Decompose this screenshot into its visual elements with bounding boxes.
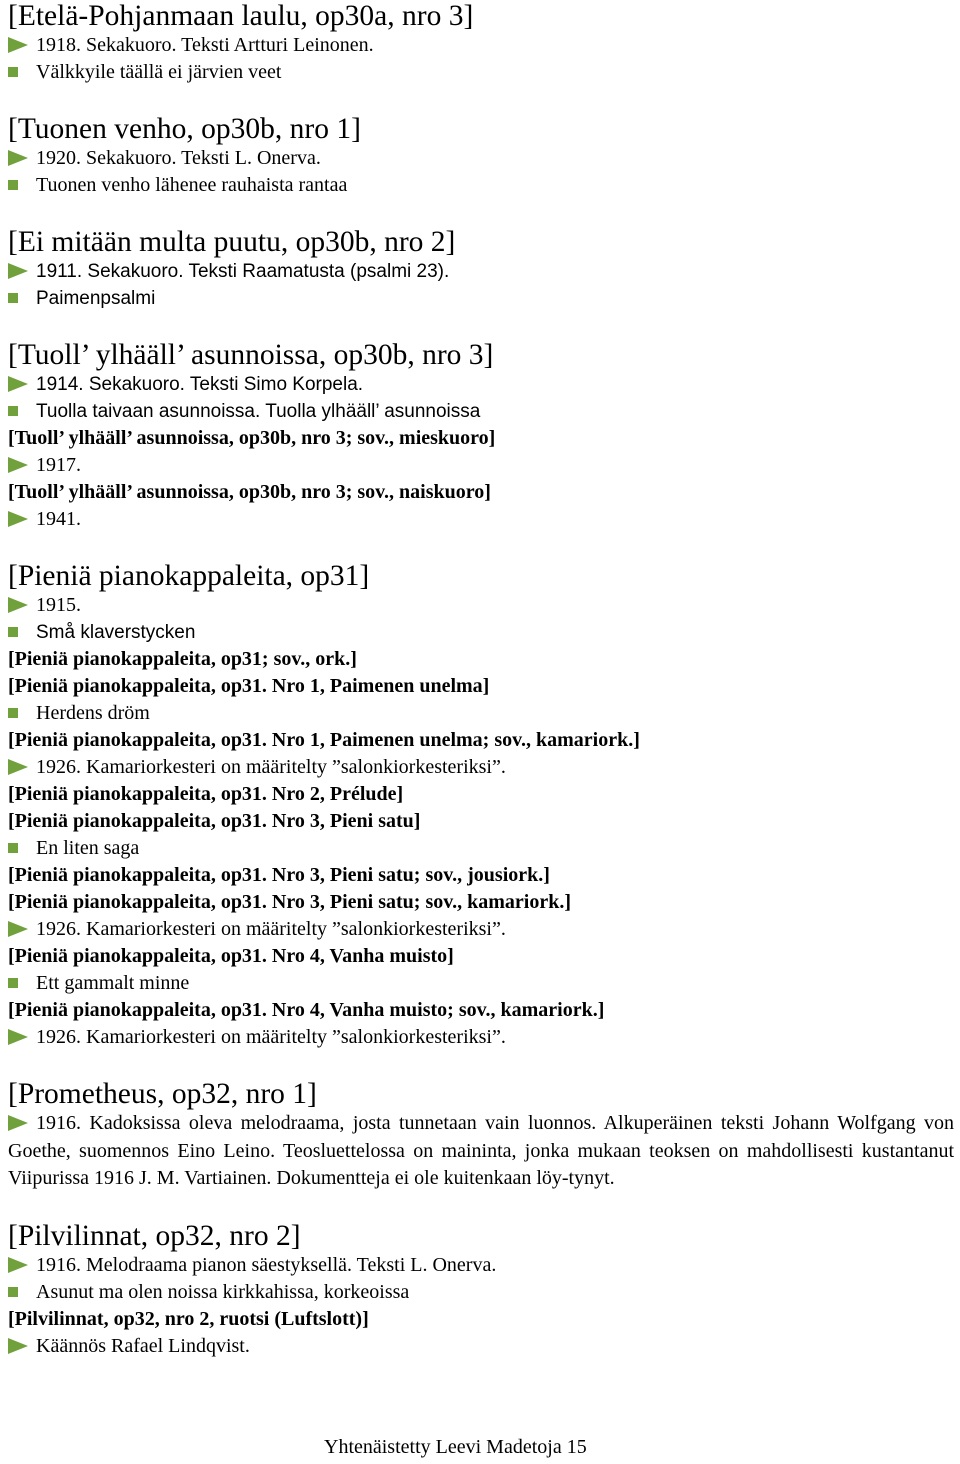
arrangement-heading: [Pieniä pianokappaleita, op31. Nro 3, Pieni satu; sov., jousiork.] <box>8 864 550 886</box>
triangle-right-icon <box>8 1024 36 1051</box>
triangle-right-icon <box>8 1333 36 1360</box>
info-line: 1920. Sekakuoro. Teksti L. Onerva. <box>8 145 954 172</box>
arrangement-heading: [Tuoll’ ylhääll’ asunnoissa, op30b, nro 3; sov., naiskuoro] <box>8 481 491 503</box>
arrangement-heading: [Pieniä pianokappaleita, op31; sov., ork.] <box>8 648 357 670</box>
square-icon <box>8 285 36 312</box>
page-footer: Yhtenäistetty Leevi Madetoja 15 <box>324 1436 587 1458</box>
info-paragraph: 1916. Kadoksissa oleva melodraama, josta tunnetaan vain luonnos. Alkuperäinen teksti Johann Wolfgang von Goethe, suomennos Eino Leino. Teosluettelossa on maininta, jonka mukaan teoksen on mahdollisesti kustantanut Viipurissa 1916 J. M. Vartiainen. Dokumentteja ei ole kuitenkaan löy-tynyt. <box>8 1112 954 1189</box>
info-line: 1917. <box>8 452 954 479</box>
info-line: 1926. Kamariorkesteri on määritelty ”salonkiorkesteriksi”. <box>8 754 954 781</box>
square-icon <box>8 700 36 727</box>
text-line: Asunut ma olen noissa kirkkahissa, korkeoissa <box>8 1279 954 1306</box>
info-line: Käännös Rafael Lindqvist. <box>8 1333 954 1360</box>
info-line: 1926. Kamariorkesteri on määritelty ”salonkiorkesteriksi”. <box>8 1024 954 1051</box>
square-icon <box>8 59 36 86</box>
text-line: En liten saga <box>8 835 954 862</box>
arrangement-heading: [Pieniä pianokappaleita, op31. Nro 1, Paimenen unelma; sov., kamariork.] <box>8 729 640 751</box>
work-heading: [Etelä-Pohjanmaan laulu, op30a, nro 3] <box>8 0 474 32</box>
text-line: Paimenpsalmi <box>8 285 954 312</box>
text-line: Tuonen venho lähenee rauhaista rantaa <box>8 172 954 199</box>
triangle-right-icon <box>8 452 36 479</box>
work-heading: [Prometheus, op32, nro 1] <box>8 1078 317 1110</box>
arrangement-heading: [Pieniä pianokappaleita, op31. Nro 3, Pieni satu; sov., kamariork.] <box>8 891 572 913</box>
info-line: 1915. <box>8 592 954 619</box>
triangle-right-icon <box>8 592 36 619</box>
triangle-right-icon <box>8 32 36 59</box>
movement-heading: [Pieniä pianokappaleita, op31. Nro 2, Prélude] <box>8 783 404 805</box>
triangle-right-icon <box>8 1110 36 1138</box>
triangle-right-icon <box>8 145 36 172</box>
arrangement-heading: [Pieniä pianokappaleita, op31. Nro 4, Vanha muisto; sov., kamariork.] <box>8 999 605 1021</box>
text-line: Ett gammalt minne <box>8 970 954 997</box>
work-heading: [Ei mitään multa puutu, op30b, nro 2] <box>8 226 456 258</box>
work-heading: [Pieniä pianokappaleita, op31] <box>8 560 370 592</box>
info-line: 1926. Kamariorkesteri on määritelty ”salonkiorkesteriksi”. <box>8 916 954 943</box>
work-heading: [Tuoll’ ylhääll’ asunnoissa, op30b, nro 3] <box>8 339 494 371</box>
triangle-right-icon <box>8 258 36 285</box>
square-icon <box>8 398 36 425</box>
text-line: Välkkyile täällä ei järvien veet <box>8 59 954 86</box>
info-line: 1911. Sekakuoro. Teksti Raamatusta (psalmi 23). <box>8 258 954 285</box>
triangle-right-icon <box>8 371 36 398</box>
square-icon <box>8 1279 36 1306</box>
text-line: Herdens dröm <box>8 700 954 727</box>
movement-heading: [Pieniä pianokappaleita, op31. Nro 1, Paimenen unelma] <box>8 675 490 697</box>
triangle-right-icon <box>8 506 36 533</box>
square-icon <box>8 172 36 199</box>
square-icon <box>8 835 36 862</box>
info-line: 1914. Sekakuoro. Teksti Simo Korpela. <box>8 371 954 398</box>
arrangement-heading: [Pilvilinnat, op32, nro 2, ruotsi (Luftslott)] <box>8 1307 369 1330</box>
document-page <box>8 0 954 1360</box>
movement-heading: [Pieniä pianokappaleita, op31. Nro 4, Vanha muisto] <box>8 945 454 967</box>
triangle-right-icon <box>8 916 36 943</box>
triangle-right-icon <box>8 754 36 781</box>
info-line: 1916. Melodraama pianon säestyksellä. Teksti L. Onerva. <box>8 1252 954 1279</box>
info-line: 1918. Sekakuoro. Teksti Artturi Leinonen. <box>8 32 954 59</box>
work-heading: [Tuonen venho, op30b, nro 1] <box>8 113 361 145</box>
text-line: Små klaverstycken <box>8 619 954 646</box>
arrangement-heading: [Tuoll’ ylhääll’ asunnoissa, op30b, nro 3; sov., mieskuoro] <box>8 427 496 449</box>
triangle-right-icon <box>8 1252 36 1279</box>
square-icon <box>8 970 36 997</box>
info-line: 1941. <box>8 506 954 533</box>
square-icon <box>8 619 36 646</box>
text-line: Tuolla taivaan asunnoissa. Tuolla ylhääll’ asunnoissa <box>8 398 954 425</box>
movement-heading: [Pieniä pianokappaleita, op31. Nro 3, Pieni satu] <box>8 810 421 832</box>
work-heading: [Pilvilinnat, op32, nro 2] <box>8 1219 301 1252</box>
